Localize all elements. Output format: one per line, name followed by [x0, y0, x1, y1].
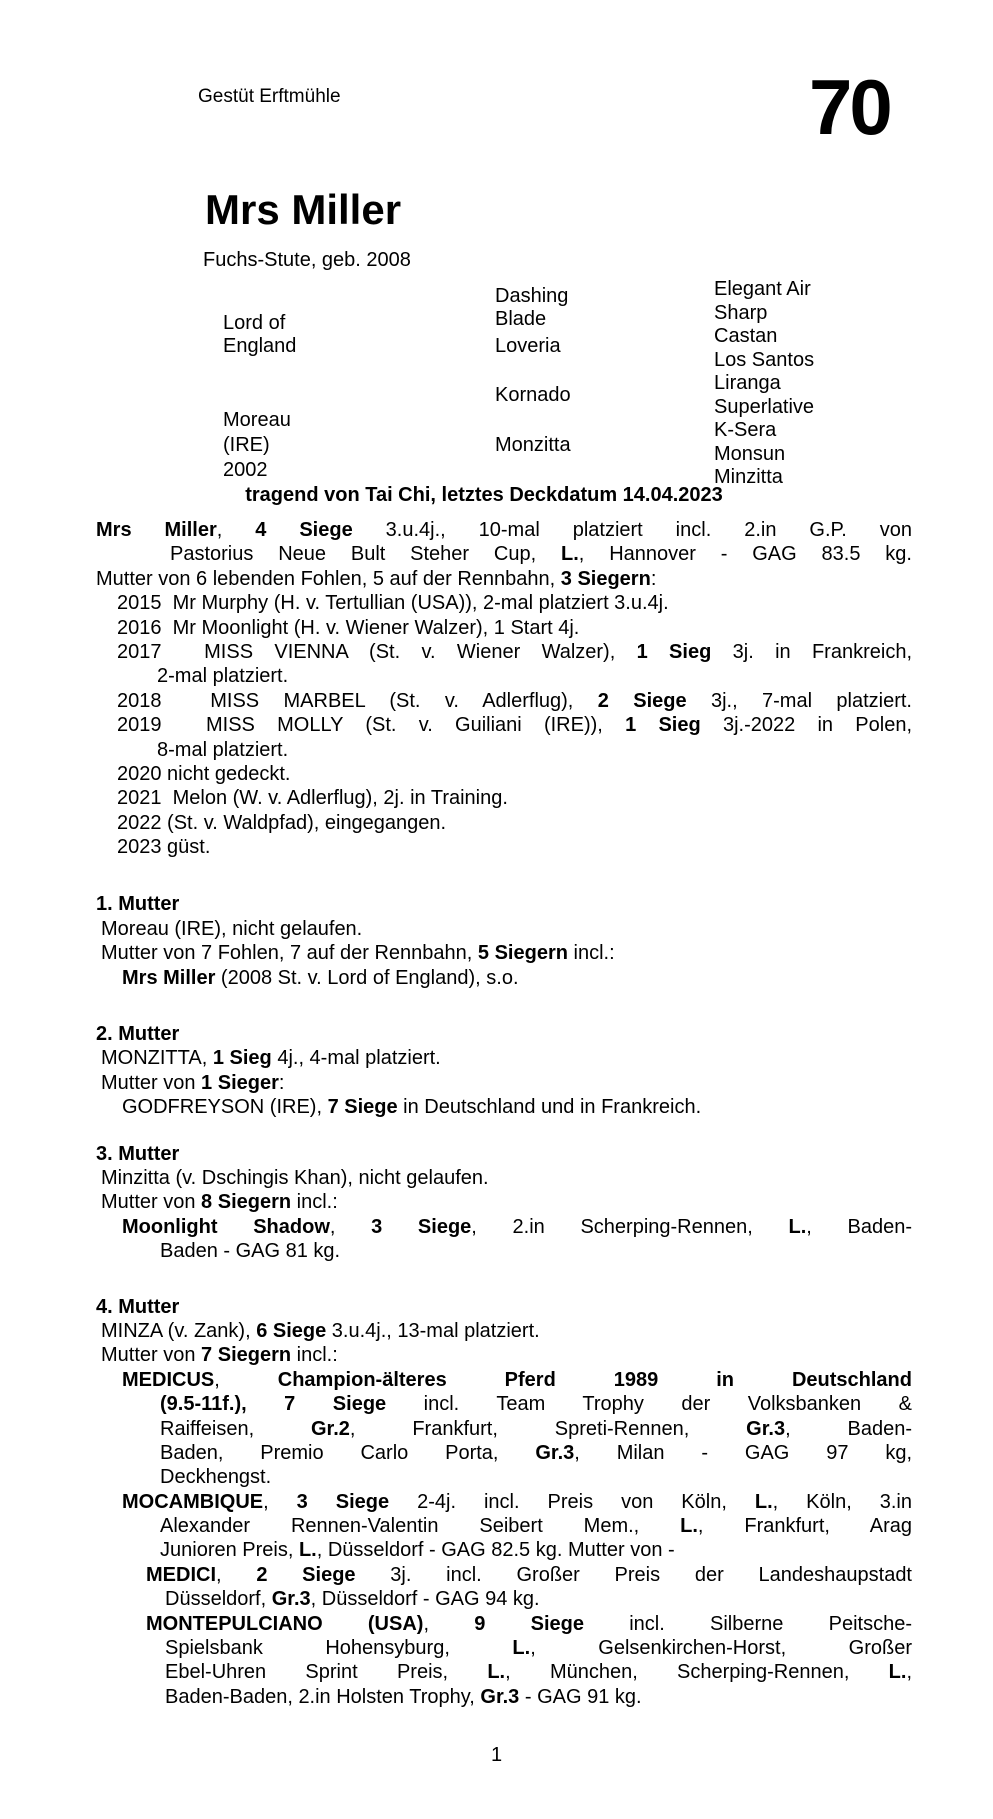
body-line: 2016 Mr Moonlight (H. v. Wiener Walzer), 1 Start 4j. — [117, 616, 580, 639]
body-line: MEDICUS, Champion-älteres Pferd 1989 in Deutschland — [122, 1368, 912, 1391]
pedigree-gen2-item: Monzitta — [495, 433, 571, 456]
body-line: MOCAMBIQUE, 3 Siege 2-4j. incl. Preis von Köln, L., Köln, 3.in — [122, 1490, 912, 1513]
pedigree-sire — [223, 312, 296, 358]
body-line: Junioren Preis, L., Düsseldorf - GAG 82.5 kg. Mutter von - — [160, 1539, 675, 1562]
body-line: Mutter von 7 Fohlen, 7 auf der Rennbahn, 5 Siegern incl.: — [101, 942, 615, 965]
pedigree-gen3-item: Los Santos — [714, 348, 815, 371]
body-line: Ebel-Uhren Sprint Preis, L., München, Scherping-Rennen, L., — [165, 1661, 912, 1684]
horse-name: Mrs Miller — [205, 186, 402, 233]
body-line: 2-mal platziert. — [157, 665, 289, 688]
pedigree-generation-2 — [495, 285, 571, 483]
pedigree-gen3-item: Monsun — [714, 442, 786, 465]
pedigree-sire-name: Lord of England — [223, 312, 297, 357]
body-line: Mutter von 1 Sieger: — [101, 1071, 285, 1094]
body-line: MEDICI, 2 Siege 3j. incl. Großer Preis der Landeshaupstadt — [146, 1563, 912, 1586]
footer-page-number: 1 — [490, 1744, 503, 1766]
body-line: GODFREYSON (IRE), 7 Siege in Deutschland und in Frankreich. — [122, 1096, 702, 1119]
body-line: 4. Mutter — [96, 1295, 180, 1318]
body-line: Pastorius Neue Bult Steher Cup, L., Hannover - GAG 83.5 kg. — [170, 543, 912, 566]
pedigree-dam — [223, 408, 291, 483]
body-line: Mutter von 8 Siegern incl.: — [101, 1191, 338, 1214]
body-line: MONZITTA, 1 Sieg 4j., 4-mal platziert. — [101, 1047, 441, 1070]
pedigree-generation-3 — [714, 278, 814, 490]
body-line: Mrs Miller (2008 St. v. Lord of England), s.o. — [122, 966, 519, 989]
pedigree-gen2-item: Kornado — [495, 384, 571, 406]
body-line: 2. Mutter — [96, 1023, 180, 1046]
body-line: 2015 Mr Murphy (H. v. Tertullian (USA)), 2-mal platziert 3.u.4j. — [117, 592, 669, 615]
pedigree-dam-name: Moreau (IRE) — [223, 409, 291, 456]
body-line: MONTEPULCIANO (USA), 9 Siege incl. Silberne Peitsche- — [146, 1612, 912, 1635]
pedigree-dam-year: 2002 — [223, 459, 268, 481]
body-line: MINZA (v. Zank), 6 Siege 3.u.4j., 13-mal platziert. — [101, 1319, 540, 1342]
body-line: Mutter von 7 Siegern incl.: — [101, 1344, 338, 1367]
horse-description: Fuchs-Stute, geb. 2008 — [203, 249, 411, 271]
lot-number: 70 — [809, 63, 890, 151]
body-line: 8-mal platziert. — [157, 738, 289, 761]
pedigree-gen3-item: K-Sera — [714, 419, 777, 441]
body-line: Moreau (IRE), nicht gelaufen. — [101, 917, 363, 940]
body-line: Baden - GAG 81 kg. — [160, 1240, 341, 1263]
body-line: Spielsbank Hohensyburg, L., Gelsenkirchen-Horst, Großer — [165, 1637, 912, 1660]
body-line: 2020 nicht gedeckt. — [117, 762, 291, 785]
pedigree-gen3-item: Superlative — [714, 395, 815, 418]
pedigree-gen3-item: Liranga — [714, 372, 781, 394]
body-line: (9.5-11f.), 7 Siege incl. Team Trophy der Volksbanken & — [160, 1393, 912, 1416]
pedigree-gen2-item: Loveria — [495, 334, 561, 357]
body-line: 2018 MISS MARBEL (St. v. Adlerflug), 2 Siege 3j., 7-mal platziert. — [117, 689, 912, 712]
body-line: 2023 güst. — [117, 836, 211, 859]
body-line: Baden-Baden, 2.in Holsten Trophy, Gr.3 - GAG 91 kg. — [165, 1685, 642, 1708]
body-line: 2017 MISS VIENNA (St. v. Wiener Walzer), 1 Sieg 3j. in Frankreich, — [117, 640, 912, 663]
body-line: 2019 MISS MOLLY (St. v. Guiliani (IRE)), 1 Sieg 3j.-2022 in Polen, — [117, 714, 912, 737]
body-line: Minzitta (v. Dschingis Khan), nicht gelaufen. — [101, 1166, 489, 1189]
body-line: Deckhengst. — [160, 1466, 272, 1489]
body-line: Raiffeisen, Gr.2, Frankfurt, Spreti-Rennen, Gr.3, Baden- — [160, 1417, 912, 1440]
consignor-name: Gestüt Erftmühle — [198, 86, 341, 107]
body-line: 1. Mutter — [96, 893, 180, 916]
body-line: 2022 (St. v. Waldpfad), eingegangen. — [117, 811, 447, 834]
pedigree-gen2-item: Dashing Blade — [495, 285, 569, 330]
body-line: 2021 Melon (W. v. Adlerflug), 2j. in Training. — [117, 787, 508, 810]
body-line: 3. Mutter — [96, 1142, 180, 1165]
body-line: Düsseldorf, Gr.3, Düsseldorf - GAG 94 kg. — [165, 1588, 540, 1611]
body-line: Baden, Premio Carlo Porta, Gr.3, Milan - GAG 97 kg, — [160, 1441, 912, 1464]
pedigree-gen3-item: Sharp Castan — [714, 301, 778, 347]
body-line: Alexander Rennen-Valentin Seibert Mem., L., Frankfurt, Arag — [160, 1515, 912, 1538]
pedigree-gen3-item: Elegant Air — [714, 278, 811, 300]
pedigree-gen3-item: Minzitta — [714, 466, 783, 488]
body-line: Mrs Miller, 4 Siege 3.u.4j., 10-mal platziert incl. 2.in G.P. von — [96, 519, 912, 541]
covering-status-line: tragend von Tai Chi, letztes Deckdatum 14.04.2023 — [245, 484, 723, 506]
body-line: Mutter von 6 lebenden Fohlen, 5 auf der Rennbahn, 3 Siegern: — [96, 567, 657, 590]
race-record-body — [96, 518, 912, 1709]
body-line: Moonlight Shadow, 3 Siege, 2.in Scherping-Rennen, L., Baden- — [122, 1215, 912, 1238]
